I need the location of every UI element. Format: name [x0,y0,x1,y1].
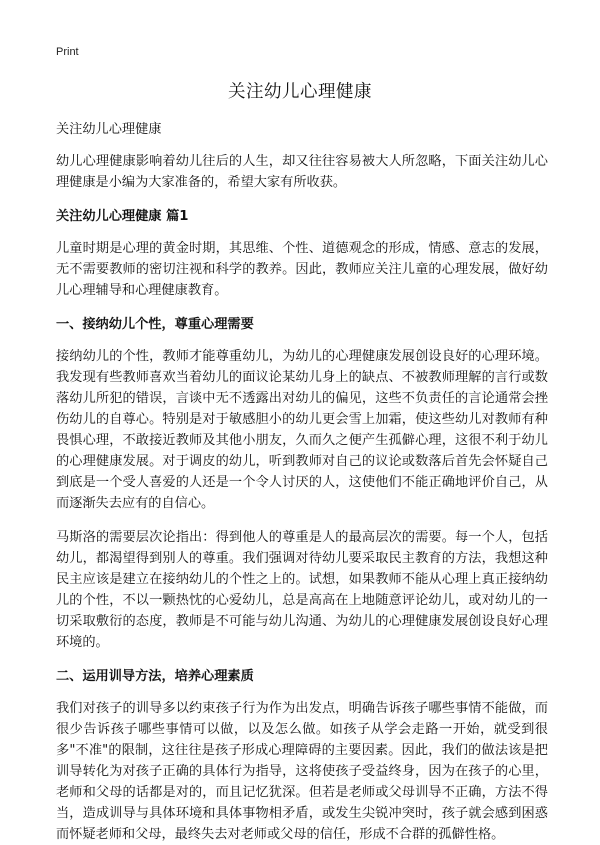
print-link[interactable]: Print [56,46,79,58]
section-1-paragraph-1: 接纳幼儿的个性，教师才能尊重幼儿，为幼儿的心理健康发展创设良好的心理环境。我发现有些教师喜欢当着幼儿的面议论某幼儿身上的缺点、不被教师理解的言行或数落幼儿所犯的错误，言谈中无不透露出对幼儿的偏见，这些不负责任的言论通常会挫伤幼儿的自尊心。特别是对于敏感胆小的幼儿更会雪上加霜，使这些幼儿对教师有种畏惧心理，不敢接近教师及其他小朋友，久而久之便产生孤僻心理，这很不利于幼儿的心理健康发展。对于调皮的幼儿，听到教师对自己的议论或数落后首先会怀疑自己到底是一个受人喜爱的人还是一个令人讨厌的人，这使他们不能正确地评价自己，从而逐渐失去应有的自信心。 [56,349,548,511]
document-subtitle: 关注幼儿心理健康 [56,122,162,137]
document-body [56,119,548,845]
page-title: 关注幼儿心理健康 [228,82,372,102]
part-paragraph: 儿童时期是心理的黄金时期，其思维、个性、道德观念的形成，情感、意志的发展，无不需要教师的密切注视和科学的教养。因此，教师应关注儿童的心理发展，做好幼儿心理辅导和心理健康教育。 [56,241,548,298]
section-1-heading: 一、接纳幼儿个性，尊重心理需要 [56,317,254,332]
section-2-heading: 二、运用训导方法，培养心理素质 [56,669,254,684]
section-2-paragraph-1: 我们对孩子的训导多以约束孩子行为作为出发点，明确告诉孩子哪些事情不能做，而很少告诉孩子哪些事情可以做，以及怎么做。如孩子从学会走路一开始，就受到很多"不准"的限制，这往往是孩子形成心理障碍的主要因素。因此，我们的做法该是把训导转化为对孩子正确的具体行为指导，这将使孩子受益终身，因为在孩子的心里，老师和父母的话都是对的，而且记忆犹深。但若是老师或父母训导不正确，方法不得当，造成训导与具体环境和具体事物相矛盾，或发生尖锐冲突时，孩子就会感到困惑而怀疑老师和父母，最终失去对老师或父母的信任，形成不合群的孤僻性格。 [56,701,548,842]
part-heading: 关注幼儿心理健康 篇1 [56,209,189,224]
intro-paragraph: 幼儿心理健康影响着幼儿往后的人生，却又往往容易被大人所忽略，下面关注幼儿心理健康是小编为大家准备的，希望大家有所收获。 [56,154,548,190]
section-1-paragraph-2: 马斯洛的需要层次论指出：得到他人的尊重是人的最高层次的需要。每一个人，包括幼儿，都渴望得到别人的尊重。我们强调对待幼儿要采取民主教育的方法，我想这种民主应该是建立在接纳幼儿的个性之上的。试想，如果教师不能从心理上真正接纳幼儿的个性，不以一颗热忱的心爱幼儿，总是高高在上地随意评论幼儿，或对幼儿的一切采取敷衍的态度，教师是不可能与幼儿沟通、为幼儿的心理健康发展创设良好心理环境的。 [56,530,548,650]
